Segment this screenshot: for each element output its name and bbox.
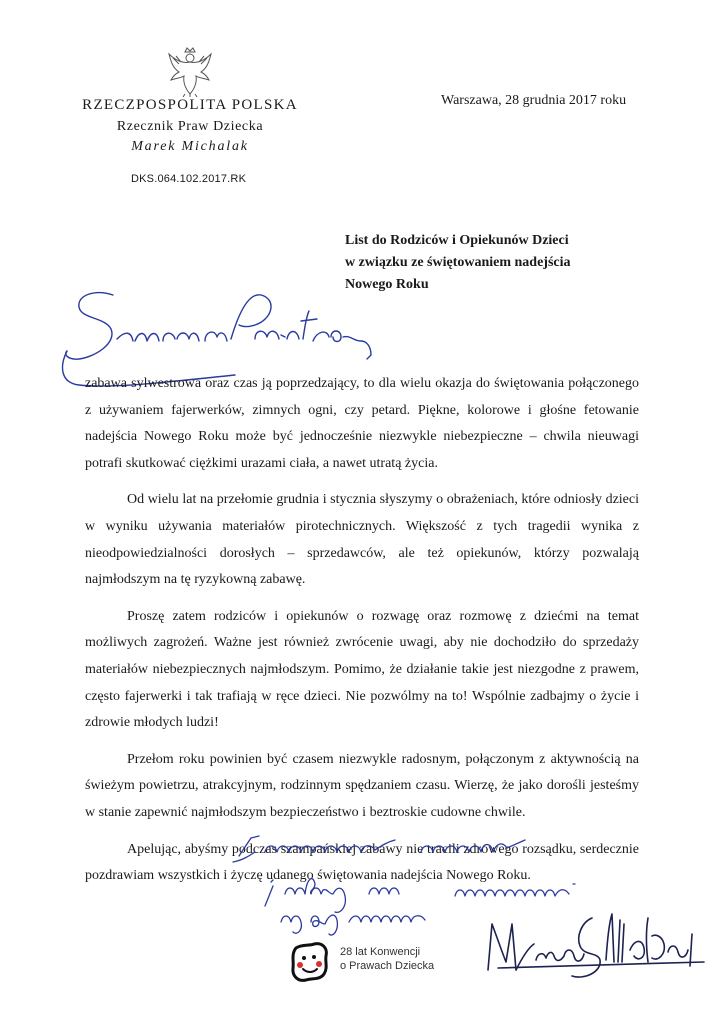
body-paragraph: Przełom roku powinien być czasem niezwykle radosnym, połączonym z aktywnością na świeżym powietrzu, atrakcyjnym, rodzinnym spędzaniem czasu. Wierzę, że jako dorośli jesteśmy w stanie zapewnić najmłodszym bezpieczeństwo i beztroskie cudowne chwile.: [85, 751, 639, 820]
body-paragraph: zabawa sylwestrowa oraz czas ją poprzedzający, to dla wielu okazja do świętowania połączonego z używaniem fajerwerków, zimnych ogni, czy petard. Piękne, kolorowe i głośne fetowanie nadejścia Nowego Roku może być jednocześnie niezwykle niebezpieczne – chwila nieuwagi potrafi skutkować ciężkimi urazami ciała, a nawet utratą życia.: [85, 376, 639, 471]
letter-date: Warszawa, 28 grudnia 2017 roku: [441, 93, 627, 108]
body-paragraph: Apelując, abyśmy podczas szampańskiej zabawy nie tracili zdrowego rozsądku, serdecznie pozdrawiam wszystkich i życzę udanego świętowania nadejścia Nowego Roku.: [85, 841, 639, 884]
country-header: RZECZPOSPOLITA POLSKA: [82, 97, 298, 113]
logo-caption-line: 28 lat Konwencji: [340, 946, 421, 958]
logo-caption-line: o Prawach Dziecka: [340, 960, 435, 972]
body-paragraph: Od wielu lat na przełomie grudnia i stycznia słyszymy o obrażeniach, które odniosły dzieci w wyniku używania materiałów pirotechnicznych. Większość z tych tragedii wynika z nieodpowiedzialności dorosłych – sprzedawców, ale też opiekunów, którzy pozwalają najmłodszym na tę ryzykowną zabawę.: [85, 492, 639, 588]
convention-logo: [288, 940, 435, 984]
subject-line: Nowego Roku: [345, 277, 429, 292]
subject-line: w związku ze świętowaniem nadejścia: [345, 255, 571, 270]
letter-body: [85, 371, 639, 900]
ombudsman-name: Marek Michalak: [131, 139, 249, 154]
subject-line: List do Rodziców i Opiekunów Dzieci: [345, 233, 569, 248]
reference-number: DKS.064.102.2017.RK: [131, 173, 247, 185]
office-header: Rzecznik Praw Dziecka: [116, 119, 264, 134]
logo-caption: [340, 945, 434, 973]
convention-smiley-logo-icon: [288, 940, 332, 984]
signature: [472, 900, 712, 990]
eagle-emblem-icon: [165, 46, 215, 98]
body-paragraph: Proszę zatem rodziców i opiekunów o rozwagę oraz rozmowę z dziećmi na temat możliwych zagrożeń. Ważne jest również zwrócenie uwagi, aby nie dochodziło do sprzedaży materiałów niebezpiecznych najmłodszym. Pomimo, że działanie takie jest niezgodne z prawem, często fajerwerki i tak trafiają w ręce dzieci. Nie pozwólmy na to! Wspólnie zadbajmy o życie i zdrowie młodych ludzi!: [85, 608, 639, 731]
